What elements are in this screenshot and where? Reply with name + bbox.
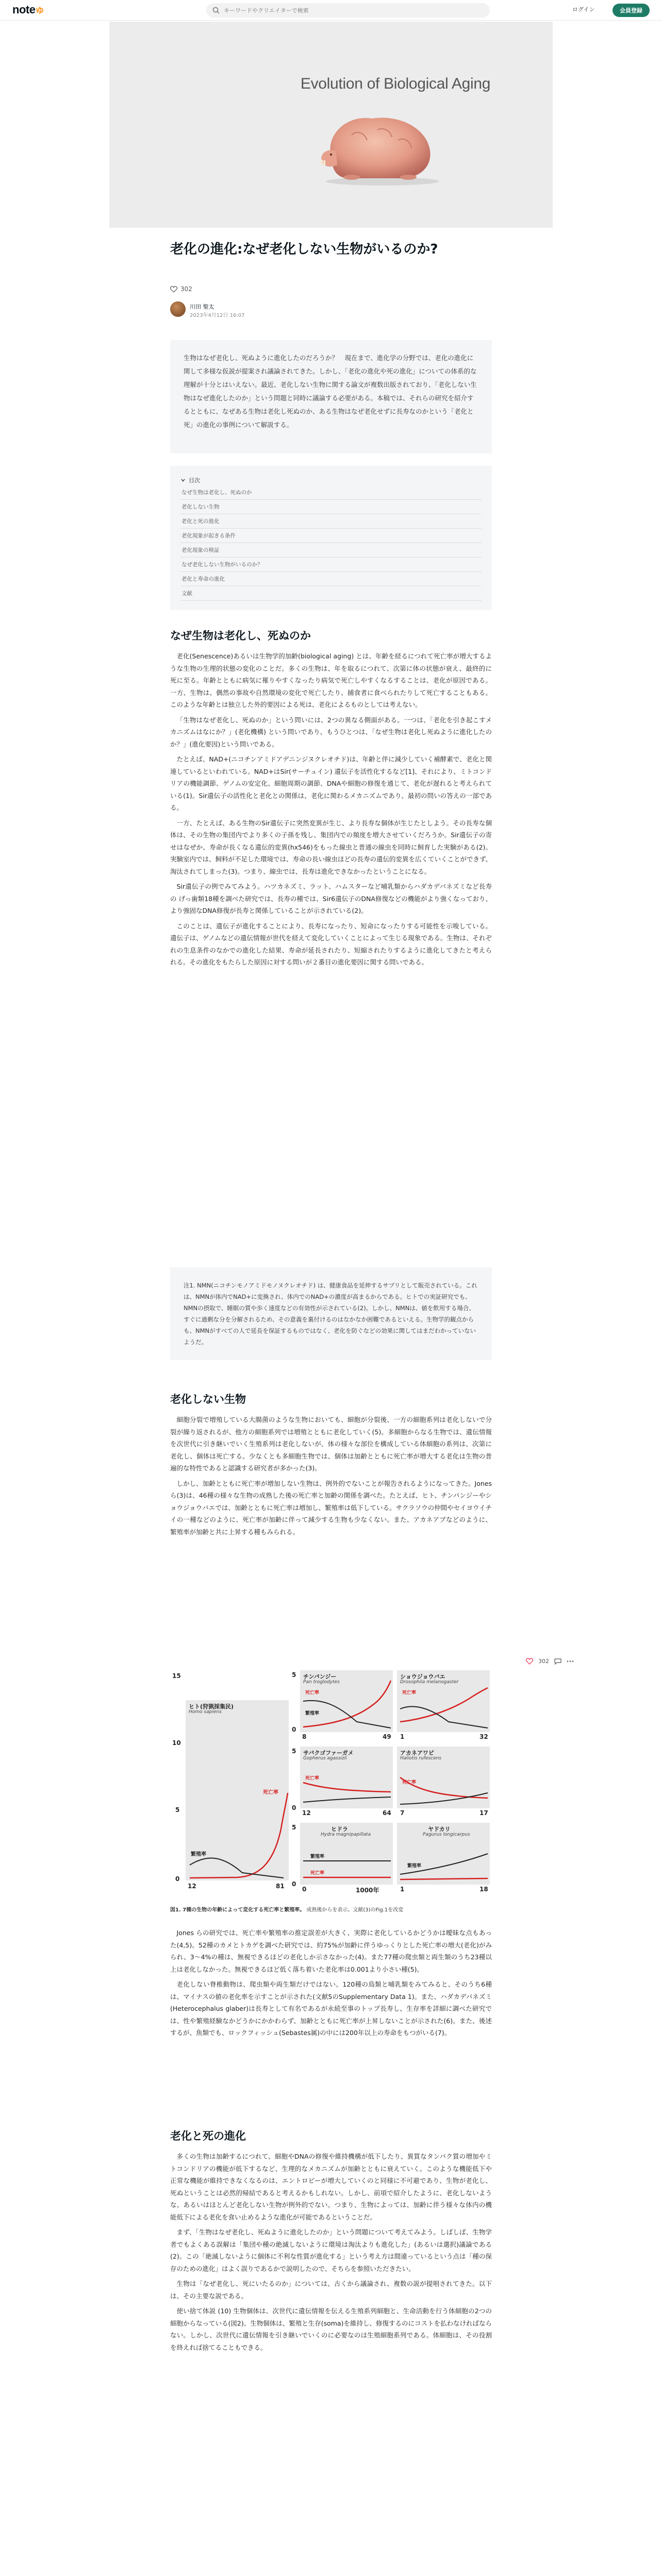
- paragraph: 一方、たとえば、ある生物のSir遺伝子に突然変異が生じ、より長寿な個体が生じたとしよう。その長寿な個体は、その生物の集団内でより多くの子孫を残し、集団内での頻度を増大させていくだろうか。Sir遺伝子の寄せはなぜか、寿命が長くなる遺伝的変異(hx546)をもった線虫と普通の線虫を同時に飼育した実験がある(2)。実験室内では、飼料が不足した環境では、寿命の長い線虫ほどの長寿の遺伝的変異を広くていくことができず、淘汰されてしまった(3)。つまり、線虫では、長寿は進化できなかったということになる。: [170, 819, 492, 875]
- y-tick: 15: [172, 1672, 181, 1680]
- hero-image: [109, 22, 553, 228]
- x-tick: 12: [188, 1883, 196, 1890]
- panel-fruit-fly: [397, 1670, 490, 1732]
- footnote-text: 注1. NMN(ニコチンモノアミドモノヌクレオチド) は、健康食品を延伸するサプリとして販売されている。これは、NMNが体内でNAD+に変換され、体内でのNAD+の濃度が高まるからである。ヒトでの実証研究でも、NMNの摂取で、睡眠の質や歩く速度などの有効性が示されている(2)。しかし、NMNは、値を飲用する場合、すぐに過剰な分を分解されるため、その意義を裏付けるのはなかなか困難であるといえる。生物学的観点からも、NMNがすべての人で延長を保証するものではなく、老化を防ぐなどの効果に関してはまだわかっていないようだ。: [184, 1282, 477, 1346]
- search-input[interactable]: [224, 3, 482, 18]
- heart-icon[interactable]: [526, 1658, 533, 1665]
- y-tick: 0: [292, 1804, 296, 1811]
- comment-icon[interactable]: [554, 1658, 561, 1665]
- signup-button[interactable]: 会員登録: [613, 4, 650, 17]
- section-body-why-aging: [170, 650, 492, 972]
- mortality-label: 死亡率: [402, 1780, 417, 1785]
- panel-latin: Gopherus agassizii: [303, 1756, 347, 1761]
- section-body-evolution-of-aging: [170, 2150, 492, 2357]
- mortality-label: 死亡率: [402, 1690, 417, 1696]
- fertility-label: 繁殖率: [305, 1711, 320, 1716]
- article-title: 老化の進化:なぜ老化しない生物がいるのか?: [170, 242, 438, 257]
- toc-item[interactable]: なぜ生物は老化し、死ぬのか: [180, 485, 482, 500]
- search-bar[interactable]: [206, 3, 490, 18]
- like-count: 302: [538, 1658, 549, 1665]
- logo-badge: ゆ: [35, 6, 45, 16]
- paragraph: このことは、遺伝子が進化することにより、長寿になったり、短命になったりする可能性を示唆している。遺伝子は、ゲノムなどの遺伝情報が世代を経えて変化していくことによって生じる現象である。生物は、それぞれの生息条件のなかでの進化した結果、寿命が延長されたり、短縮されたりするように進化してきたと考えられる。その進化をもたらした原因に対する問いが２番目の進化要因に関する問いである。: [170, 922, 492, 966]
- login-link[interactable]: ログイン: [572, 6, 595, 13]
- panel-title: サバクゴファーガメ: [303, 1750, 354, 1756]
- panel-latin: Drosophila melanogaster: [400, 1680, 459, 1685]
- fly-curves: [397, 1670, 490, 1732]
- panel-hydra: [300, 1823, 393, 1885]
- toc-header[interactable]: 目次: [180, 475, 482, 485]
- x-tick: 18: [479, 1886, 488, 1893]
- chevron-down-icon: [180, 478, 186, 483]
- paragraph: 多くの生物は加齢するにつれて、細胞やDNAの修復や維持機構が低下したり、異質なタンパク質の増加やミトコンドリアの機能が低下するなど、生理的なメカニズムが加齢とともに衰えていく。このような機能低下や正常な機能が維持できなくなるのは、エントロピーが増大していくのと同様に不可避であり、生物が老化し、死ぬということは必然的帰結であると考えるかもしれない。しかし、前項で紹介したように、老化しないような、あるいはほとんど老化しない生物が例外的でない。つまり、生物によっては、加齢に伴う様々な体内の機能低下による老化を食い止めるような進化が可能であるということだ。: [170, 2153, 492, 2221]
- x-tick: 8: [302, 1733, 307, 1740]
- x-tick: 1: [400, 1886, 405, 1893]
- panel-hermit-crab: [397, 1823, 490, 1885]
- footnote-box: [170, 1267, 492, 1360]
- y-tick: 0: [292, 1880, 296, 1888]
- paragraph: 使い捨て体説 (10) 生物個体は、次世代に遺伝情報を伝える生殖系列細胞と、生命活動を行う体細胞の2つの細胞からなっている(図2)。生物個体は、繁殖と生存(soma)を維持し、修復するのにコストを払わなければならない。しかし、次世代に遺伝情報を引き継いでいくのに必要なのは生殖細胞系列である。体細胞は、その役割を終えれば捨てることもできる。: [170, 2307, 492, 2351]
- y-tick: 5: [292, 1671, 296, 1679]
- figure-caption: 図1. 7種の生物の年齢によって変化する死亡率と繁殖率。 成熟後からを表示。文献(3)のFig.1を改変: [170, 1907, 404, 1913]
- toc-item[interactable]: 老化と寿命の進化: [180, 572, 482, 586]
- like-count: 302: [180, 285, 192, 293]
- x-tick: 12: [302, 1809, 311, 1817]
- paragraph: 「生物はなぜ老化し、死ぬのか」という問いには、2つの異なる側面がある。一つは、「老化を引き起こすメカニズムはなにか？」(老化機構) という問いであり、もうひとつは、「なぜ生物は老化し死ぬように進化したのか？」(進化要因)という問いである。: [170, 716, 492, 748]
- panel-title: ヒト(狩猟採集民): [189, 1703, 234, 1710]
- toc-item[interactable]: 文献: [180, 586, 482, 601]
- panel-red-abalone: [397, 1747, 490, 1808]
- toc-item[interactable]: 老化現象の検証: [180, 543, 482, 557]
- mortality-label: 死亡率: [310, 1871, 325, 1876]
- naked-mole-rat-illustration: [316, 99, 444, 187]
- paragraph: まず、「生物はなぜ老化し、死ぬように進化したのか」という問題について考えてみよう。しばしば、生物学者でもよくある誤解は「集団や種の絶滅しないように環境は淘汰よりも進化した」(あるいは選択)議論である(2)。この「絶滅しないように個体に不利な性質が進化する」という考え方は間違っているという点は「種の保存のための進化」はよく誤りであるかで説明したので、そちらを参照いただきたい。: [170, 2228, 492, 2273]
- paragraph: 老化しない脊椎動物は、爬虫類や両生類だけではない。120種の鳥類と哺乳類をみてみると、そのうち6種は、マイナスの値の老化率を示すことが示された(文献5のSupplementary Data 1)。また、ハダカデバネズミ(Heterocephalus glaber)は長寿として有名であるが永続至事のトップ長寿し、生存率を詳細に調べた研究では、性や繁殖経験なかどうかにかかわらず、加齢とともに死亡率が上昇しないことが示された(6)。また、後述するが、魚類でも、ロックフィッシュ(Sebastes属)の中には200年以上の寿命をもつがいる(7)。: [170, 1980, 492, 2037]
- share-icon[interactable]: [567, 1658, 574, 1665]
- author-name[interactable]: 川田 聖太: [190, 303, 214, 310]
- panel-chimpanzee: [300, 1670, 393, 1732]
- panel-latin: Haliotis rufescens: [400, 1756, 442, 1761]
- x-tick: 7: [400, 1809, 405, 1817]
- article-summary: 生物はなぜ老化し、死ぬように進化したのだろうか？ 現在まで、進化学の分野では、老化の進化に関して多様な仮説が提案され議論されてきた。しかし、「老化の進化や死の進化」についての体系的な理解が十分とはいえない。最近、老化しない生物に関する論文が複数出版されており、「老化しない生物はなぜ進化したのか」という問題と同時に議論する必要がある。本稿では、それらの研究を紹介するとともに、なぜある生物は老化し死ぬのか、ある生物はなぜ老化せずに長寿なのかという「老化と死」の進化の事例について解説する。: [170, 340, 492, 453]
- fertility-label: 繁殖率: [407, 1863, 422, 1869]
- aging-curves-figure: [170, 1669, 492, 1901]
- paragraph: たとえば、NAD+(ニコチンアミドアデニンジヌクレオチド)は、年齢と伴に減少していく補酵素で、老化と関連しているといわれている。NAD+はSir(サーチュイン) 遺伝子を活性化するなど[1]、それにより、ミトコンドリアの機能調節、ゲノムの安定化、細胞周期の調節、DNAや細胞の修復を通じて、老化が遅れると考えられている(1)。Sir遺伝子の活性化と老化との関係は、老化に関わるメカニズムであり、最初の問いの答えの一部である。: [170, 755, 492, 811]
- panel-title: ヒドラ: [331, 1826, 348, 1833]
- paragraph: Sir遺伝子の例でみてみよう。ハツカネズミ、ラット、ハムスターなど哺乳類からハダカデバネズミなど長寿の げっ歯類18種を調べた研究では、長寿の種では、Sir6遺伝子のDNA修復などの機能がより強くなっており、より強固なDNA修復が長寿と関係していることが示されている(2)。: [170, 883, 492, 914]
- x-tick: 32: [479, 1733, 488, 1740]
- mortality-label: 死亡率: [305, 1690, 320, 1696]
- hero-title: Evolution of Biological Aging: [300, 75, 491, 92]
- paragraph: しかし、加齢とともに死亡率が増加しない生物は、例外的でないことが報告されるようになってきた。Jones ら(3)は、46種の様々な生物の成熟した後の死亡率と加齢の関係を調べた。たとえば、ヒト、チンパンジーやショウジョウバエでは、加齢とともに死亡率は増加し、繁殖率は低下している。サクラソウの仲間やセイヨウイチイの一種などのように、死亡率が加齢に伴って減少する生物も少なくない。また、アカネアブなどのように、繁殖率が加齢と共に上昇する種もみられる。: [170, 1479, 492, 1536]
- toc-item[interactable]: 老化と死の進化: [180, 514, 482, 529]
- y-tick: 5: [292, 1748, 296, 1755]
- x-tick: 17: [479, 1809, 488, 1817]
- floating-actions: [526, 1658, 574, 1665]
- table-of-contents: [170, 466, 492, 610]
- y-tick: 0: [292, 1726, 296, 1733]
- hermit-crab-curves: [397, 1823, 490, 1885]
- mortality-label: 死亡率: [263, 1790, 278, 1795]
- x-tick: 64: [383, 1809, 391, 1817]
- panel-title: アカネアワビ: [400, 1750, 434, 1756]
- panel-desert-tortoise: [300, 1747, 393, 1808]
- paragraph: 老化(Senescence)あるいは生物学的加齢(biological aging) とは、年齢を経るにつれて死亡率が増大するような生物の生理的状態の変化のことだ。多くの生物は、年を取るにつれて、次第に体の状態が衰え、最終的に死に至る。年齢とともに病気に罹りやすくなったり病気で死亡しやすくなるすることは、老化が原因である。一方、生物は、偶然の事故や自然環境の変化で死亡したり、捕食者に食べられたりして死亡することもある。このような年齢とは独立した外的要因による死は、老化によるものとしては考えない。: [170, 652, 492, 708]
- section-body-non-aging: [170, 1414, 492, 1541]
- heart-icon: [170, 286, 177, 293]
- panel-title: ショウジョウバエ: [400, 1673, 445, 1680]
- y-tick: 5: [175, 1806, 180, 1814]
- toc-item[interactable]: 老化現象が起きる条件: [180, 529, 482, 543]
- paragraph: 細胞分裂で増殖している大腸菌のような生物においても、細胞が分裂後、一方の細胞系列は老化しないで分裂が繰り返されるが、他方の細胞系列では増殖とともに老化していく(5)。多細胞からなる生物では、遺伝情報を次世代に引き継いでいく生殖系列は老化しないが、体の様々な部位を構成している体細胞の系列は、次第に老化し、個体は死亡する。少なくとも多細胞生物では、個体は加齢とともに死亡率が増大する老化は生物の普遍的な特性であると認識する研究者が多かった(3)。: [170, 1416, 492, 1472]
- x-tick: 1: [400, 1733, 405, 1740]
- publish-date: 2023年4月12日 16:07: [190, 313, 245, 318]
- like-counter[interactable]: [170, 285, 192, 293]
- paragraph: Jones らの研究では、死亡率や繁殖率の推定誤差が大きく、実際に老化しているかどうかは曖昧な点もあった(4,5)。52種のカメとトカゲを調べた研究では、約75%が加齢に伴うゆっくりとした死亡率の増大(老化)がみられ、3〜4%の種は、無視できるほどの老化しか示さなかった(4)。また77種の爬虫類と両生類のうち23種以上は老化しなかった。無視できるほど低く落ち着いた老化率は0.001より小さい種(5)。: [170, 1929, 492, 1973]
- note-logo[interactable]: note ゆ: [12, 3, 45, 16]
- section-body-non-aging-2: [170, 1927, 492, 2042]
- toc-item[interactable]: なぜ老化しない生物がいるのか？: [180, 557, 482, 572]
- avatar[interactable]: [170, 301, 186, 317]
- section-heading-non-aging: 老化しない生物: [170, 1393, 246, 1405]
- x-tick: 1000年: [356, 1887, 379, 1894]
- panel-latin: Homo sapiens: [189, 1709, 222, 1715]
- y-tick: 10: [172, 1739, 181, 1747]
- y-tick: 0: [175, 1875, 180, 1883]
- panel-title: ヤドカリ: [428, 1826, 451, 1833]
- section-heading-why-aging: なぜ生物は老化し、死ぬのか: [170, 630, 311, 642]
- panel-latin: Hydra magnipapillata: [321, 1832, 371, 1837]
- x-tick: 0: [302, 1886, 307, 1893]
- chimp-curves: [300, 1670, 393, 1732]
- fertility-label: 繁殖率: [191, 1852, 206, 1857]
- paragraph: 生物は「なぜ老化し、死にいたるのか」については、古くから議論され、複数の説が提唱されてきた。以下は、その主要な説である。: [170, 2280, 492, 2300]
- abalone-curves: [397, 1747, 490, 1808]
- search-icon: [212, 7, 220, 14]
- top-navigation-bar: [0, 0, 662, 21]
- fertility-label: 繁殖率: [310, 1854, 325, 1859]
- panel-latin: Pan troglodytes: [303, 1680, 340, 1685]
- y-tick: 5: [292, 1824, 296, 1831]
- panel-title: チンパンジー: [303, 1673, 337, 1680]
- author-info[interactable]: [170, 301, 325, 320]
- section-heading-evolution-of-aging: 老化と死の進化: [170, 2130, 246, 2142]
- x-tick: 81: [276, 1883, 285, 1890]
- toc-item[interactable]: 老化しない生物: [180, 500, 482, 514]
- mortality-label: 死亡率: [305, 1776, 320, 1781]
- panel-human: [186, 1700, 289, 1880]
- panel-latin: Pagurus longicarpus: [423, 1832, 470, 1837]
- x-tick: 49: [383, 1733, 391, 1740]
